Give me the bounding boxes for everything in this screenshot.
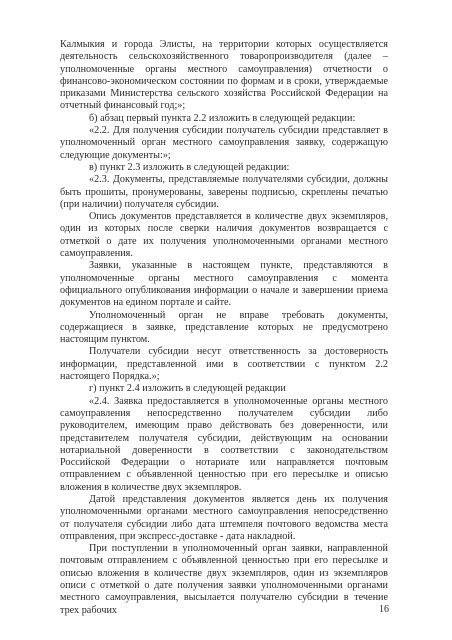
paragraph: «2.3. Документы, представляемые получателями субсидии, должны быть прошиты, пронумерованы, заверены подписью, скреплены печатью (при наличии) получателя субсидии. (60, 174, 388, 210)
paragraph: б) абзац первый пункта 2.2 изложить в следующей редакции: (89, 112, 356, 124)
paragraph: в) пункт 2.3 изложить в следующей редакции: (89, 161, 290, 173)
body-text (60, 39, 388, 617)
paragraph: «2.2. Для получения субсидии получатель субсидии представляет в уполномоченный орган местного самоуправления заявку, содержащую следующие документы:»; (60, 125, 388, 161)
paragraph: Опись документов представляется в количестве двух экземпляров, один из которых после сверки наличия документов возвращается с отметкой о дате их получения уполномоченными органами местного самоуправления. (60, 211, 388, 260)
paragraph: г) пункт 2.4 изложить в следующей редакции (89, 383, 286, 395)
page-number: 16 (379, 604, 389, 615)
paragraph: Датой представления документов является день их получения уполномоченными органами местного самоуправления непосредственно от получателя субсидии либо дата штемпеля почтового ведомства места отправления, при экспресс-доставке - дата накладной. (60, 493, 388, 542)
paragraph: «2.4. Заявка предоставляется в уполномоченные органы местного самоуправления непосредственно получателем субсидии либо руководителем, имеющим право действовать без доверенности, или представителем получателя субсидии, действующим на основании нотариальной доверенности в соответствии с законодательством Российской Федерации о нотариате или направляется почтовым отправлением с объявленной ценностью при его пересылке и описью вложения в количестве двух экземпляров. (60, 395, 388, 493)
paragraph: Калмыкия и города Элисты, на территории которых осуществляется деятельность сельскохозяйственного товаропроизводителя (далее – уполномоченные органы местного самоуправления) отчетности о финансово-экономическом состоянии по формам и в сроки, утверждаемые приказами Министерства сельского хозяйства Российской Федерации на отчетный финансовый год;»; (60, 39, 388, 112)
paragraph: Получатели субсидии несут ответственность за достоверность информации, представленной ими в соответствии с пунктом 2.2 настоящего Порядка.»; (60, 346, 388, 383)
paragraph: Заявки, указанные в настоящем пункте, представляются в уполномоченные органы местного самоуправления с момента официального опубликования информации о начале и завершении приема документов на едином портале и сайте. (60, 260, 388, 309)
paragraph: Уполномоченный орган не вправе требовать документы, содержащиеся в заявке, представление которых не предусмотрено настоящим пунктом. (60, 309, 388, 346)
paragraph: При поступлении в уполномоченный орган заявки, направленной почтовым отправлением с объявленной ценностью при его пересылке и описью вложения в количестве двух экземпляров, один из экземпляров описи с отметкой о дате получения заявки уполномоченными органами местного самоуправления, высылается получателю субсидии в течение трех рабочих (60, 543, 388, 616)
